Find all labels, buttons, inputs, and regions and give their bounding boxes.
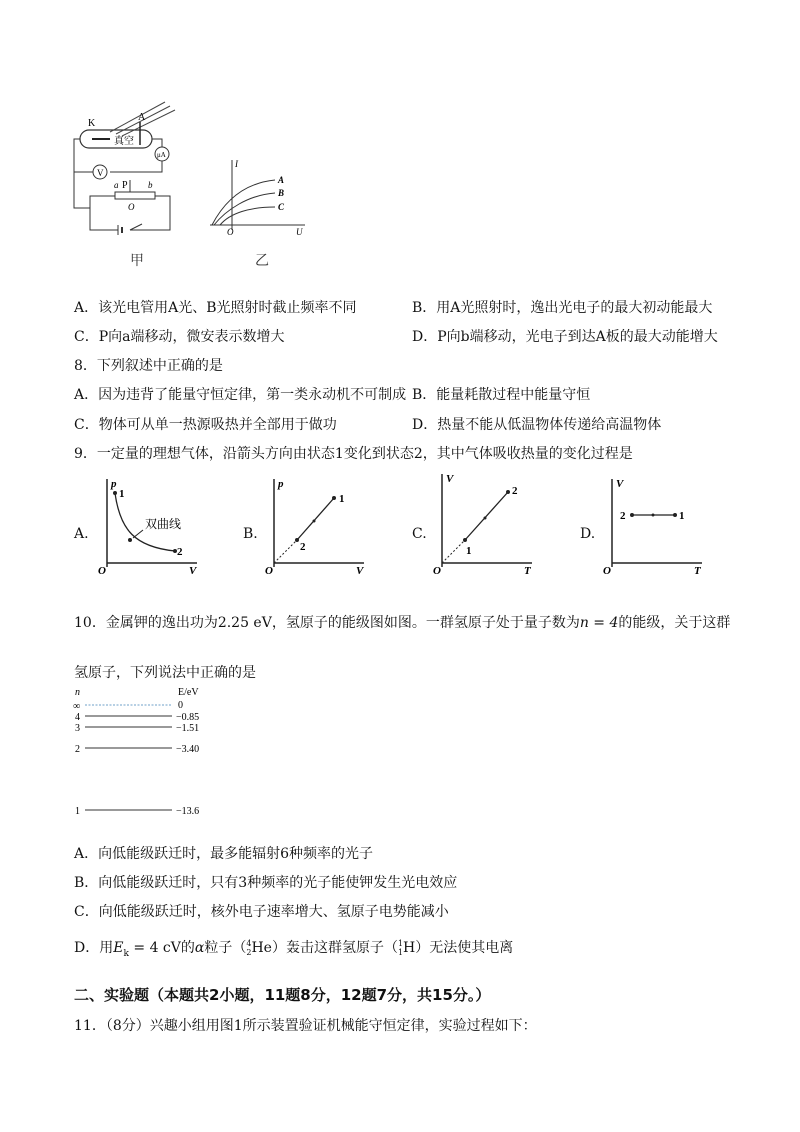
q10-n-equation: n = 4 xyxy=(579,615,619,631)
svg-text:−13.6: −13.6 xyxy=(176,806,200,817)
q8-option-c: C．物体可从单一热源吸热并全部用于做功 xyxy=(74,417,337,433)
svg-text:p: p xyxy=(278,478,284,490)
svg-text:2: 2 xyxy=(177,546,183,558)
figure-jia-caption: 甲 xyxy=(130,253,144,269)
svg-text:T: T xyxy=(694,565,701,575)
voltmeter-label: V xyxy=(97,168,104,178)
slider-p-label: P xyxy=(122,180,128,191)
svg-text:O: O xyxy=(265,565,273,575)
axis-o-label: O xyxy=(227,227,234,237)
svg-text:2: 2 xyxy=(300,541,306,553)
q10-option-a: A．向低能级跃迁时，最多能辐射6种频率的光子 xyxy=(74,846,374,862)
svg-text:p: p xyxy=(111,478,117,490)
svg-text:V: V xyxy=(446,473,454,485)
q9-option-b-label: B. xyxy=(243,526,258,542)
svg-text:−0.85: −0.85 xyxy=(176,712,200,723)
q8-stem: 8．下列叙述中正确的是 xyxy=(74,358,223,374)
energy-level-diagram xyxy=(70,684,230,824)
slider-o-label: O xyxy=(128,202,135,212)
svg-text:V: V xyxy=(356,565,364,575)
svg-text:4: 4 xyxy=(75,712,80,723)
q10-stem-line1: 10．金属钾的逸出功为2.25 eV，氢原子的能级图如图。一群氢原子处于量子数为n = 4的能级，关于这群 xyxy=(74,615,731,631)
curve-c-label: C xyxy=(278,202,285,212)
curve-b-label: B xyxy=(278,188,285,198)
q9-graph-a xyxy=(95,475,205,575)
q10-option-d: D．用$E_k = 4$ cV的α粒子（4 2He）轰击这群氢原子（1 1H）无法使其电离 xyxy=(74,939,514,959)
microammeter-label: μA xyxy=(157,151,166,159)
q9-graph-c xyxy=(430,470,540,575)
svg-text:3: 3 xyxy=(75,723,80,734)
svg-text:n: n xyxy=(75,687,80,698)
tube-k-label: K xyxy=(88,118,96,129)
figure-jia-circuit xyxy=(70,100,190,240)
q8-option-a: A．因为违背了能量守恒定律，第一类永动机不可制成 xyxy=(74,387,407,403)
svg-text:V: V xyxy=(616,478,624,490)
q11-stem: 11．（8分）兴趣小组用图1所示装置验证机械能守恒定律，实验过程如下： xyxy=(74,1018,537,1034)
tube-a-label: A xyxy=(138,112,146,123)
tube-label: 真空 xyxy=(114,136,134,147)
svg-text:1: 1 xyxy=(466,545,472,557)
svg-text:0: 0 xyxy=(178,700,183,711)
slider-b-label: b xyxy=(148,180,153,190)
q9-option-d-label: D. xyxy=(580,526,596,542)
svg-text:O: O xyxy=(433,565,441,575)
svg-text:T: T xyxy=(524,565,531,575)
q9-graph-b xyxy=(262,475,372,575)
svg-text:1: 1 xyxy=(119,488,125,500)
q9-option-c-label: C. xyxy=(412,526,427,542)
q9-graph-d xyxy=(600,475,710,575)
q7-option-d: D．P向b端移动，光电子到达A板的最大动能增大 xyxy=(412,329,718,345)
svg-text:1: 1 xyxy=(75,806,80,817)
q7-option-c: C．P向a端移动，微安表示数增大 xyxy=(74,329,285,345)
q9-option-a-label: A. xyxy=(74,526,89,542)
q7-option-b: B．用A光照射时，逸出光电子的最大初动能最大 xyxy=(412,300,713,316)
svg-text:2: 2 xyxy=(620,510,626,522)
svg-text:V: V xyxy=(189,565,197,575)
q9-stem: 9．一定量的理想气体，沿箭头方向由状态1变化到状态2，其中气体吸收热量的变化过程是 xyxy=(74,446,633,462)
svg-text:2: 2 xyxy=(512,485,518,497)
q8-option-d: D．热量不能从低温物体传递给高温物体 xyxy=(412,417,662,433)
q10-option-c: C．向低能级跃迁时，核外电子速率增大、氢原子电势能减小 xyxy=(74,904,449,920)
svg-text:2: 2 xyxy=(75,744,80,755)
svg-text:∞: ∞ xyxy=(73,701,81,712)
axis-i-label: I xyxy=(235,159,238,169)
svg-text:双曲线: 双曲线 xyxy=(145,517,182,531)
svg-text:E/eV: E/eV xyxy=(178,687,199,698)
curve-a-label: A xyxy=(278,175,285,185)
q8-option-b: B．能量耗散过程中能量守恒 xyxy=(412,387,591,403)
axis-u-label: U xyxy=(296,227,303,237)
svg-text:1: 1 xyxy=(339,493,345,505)
q10-stem-line2: 氢原子，下列说法中正确的是 xyxy=(74,665,256,681)
q10-option-b: B．向低能级跃迁时，只有3种频率的光子能使钾发生光电效应 xyxy=(74,875,458,891)
svg-text:−1.51: −1.51 xyxy=(176,723,200,734)
svg-text:O: O xyxy=(603,565,611,575)
svg-text:1: 1 xyxy=(679,510,685,522)
figure-yi-iu-graph xyxy=(200,155,310,240)
section-2-title: 二、实验题（本题共2小题，11题8分，12题7分，共15分。） xyxy=(74,986,491,1004)
svg-text:O: O xyxy=(98,565,106,575)
svg-text:−3.40: −3.40 xyxy=(176,744,200,755)
slider-a-label: a xyxy=(114,180,119,190)
figure-yi-caption: 乙 xyxy=(255,253,269,269)
q7-option-a: A．该光电管用A光、B光照射时截止频率不同 xyxy=(74,300,357,316)
